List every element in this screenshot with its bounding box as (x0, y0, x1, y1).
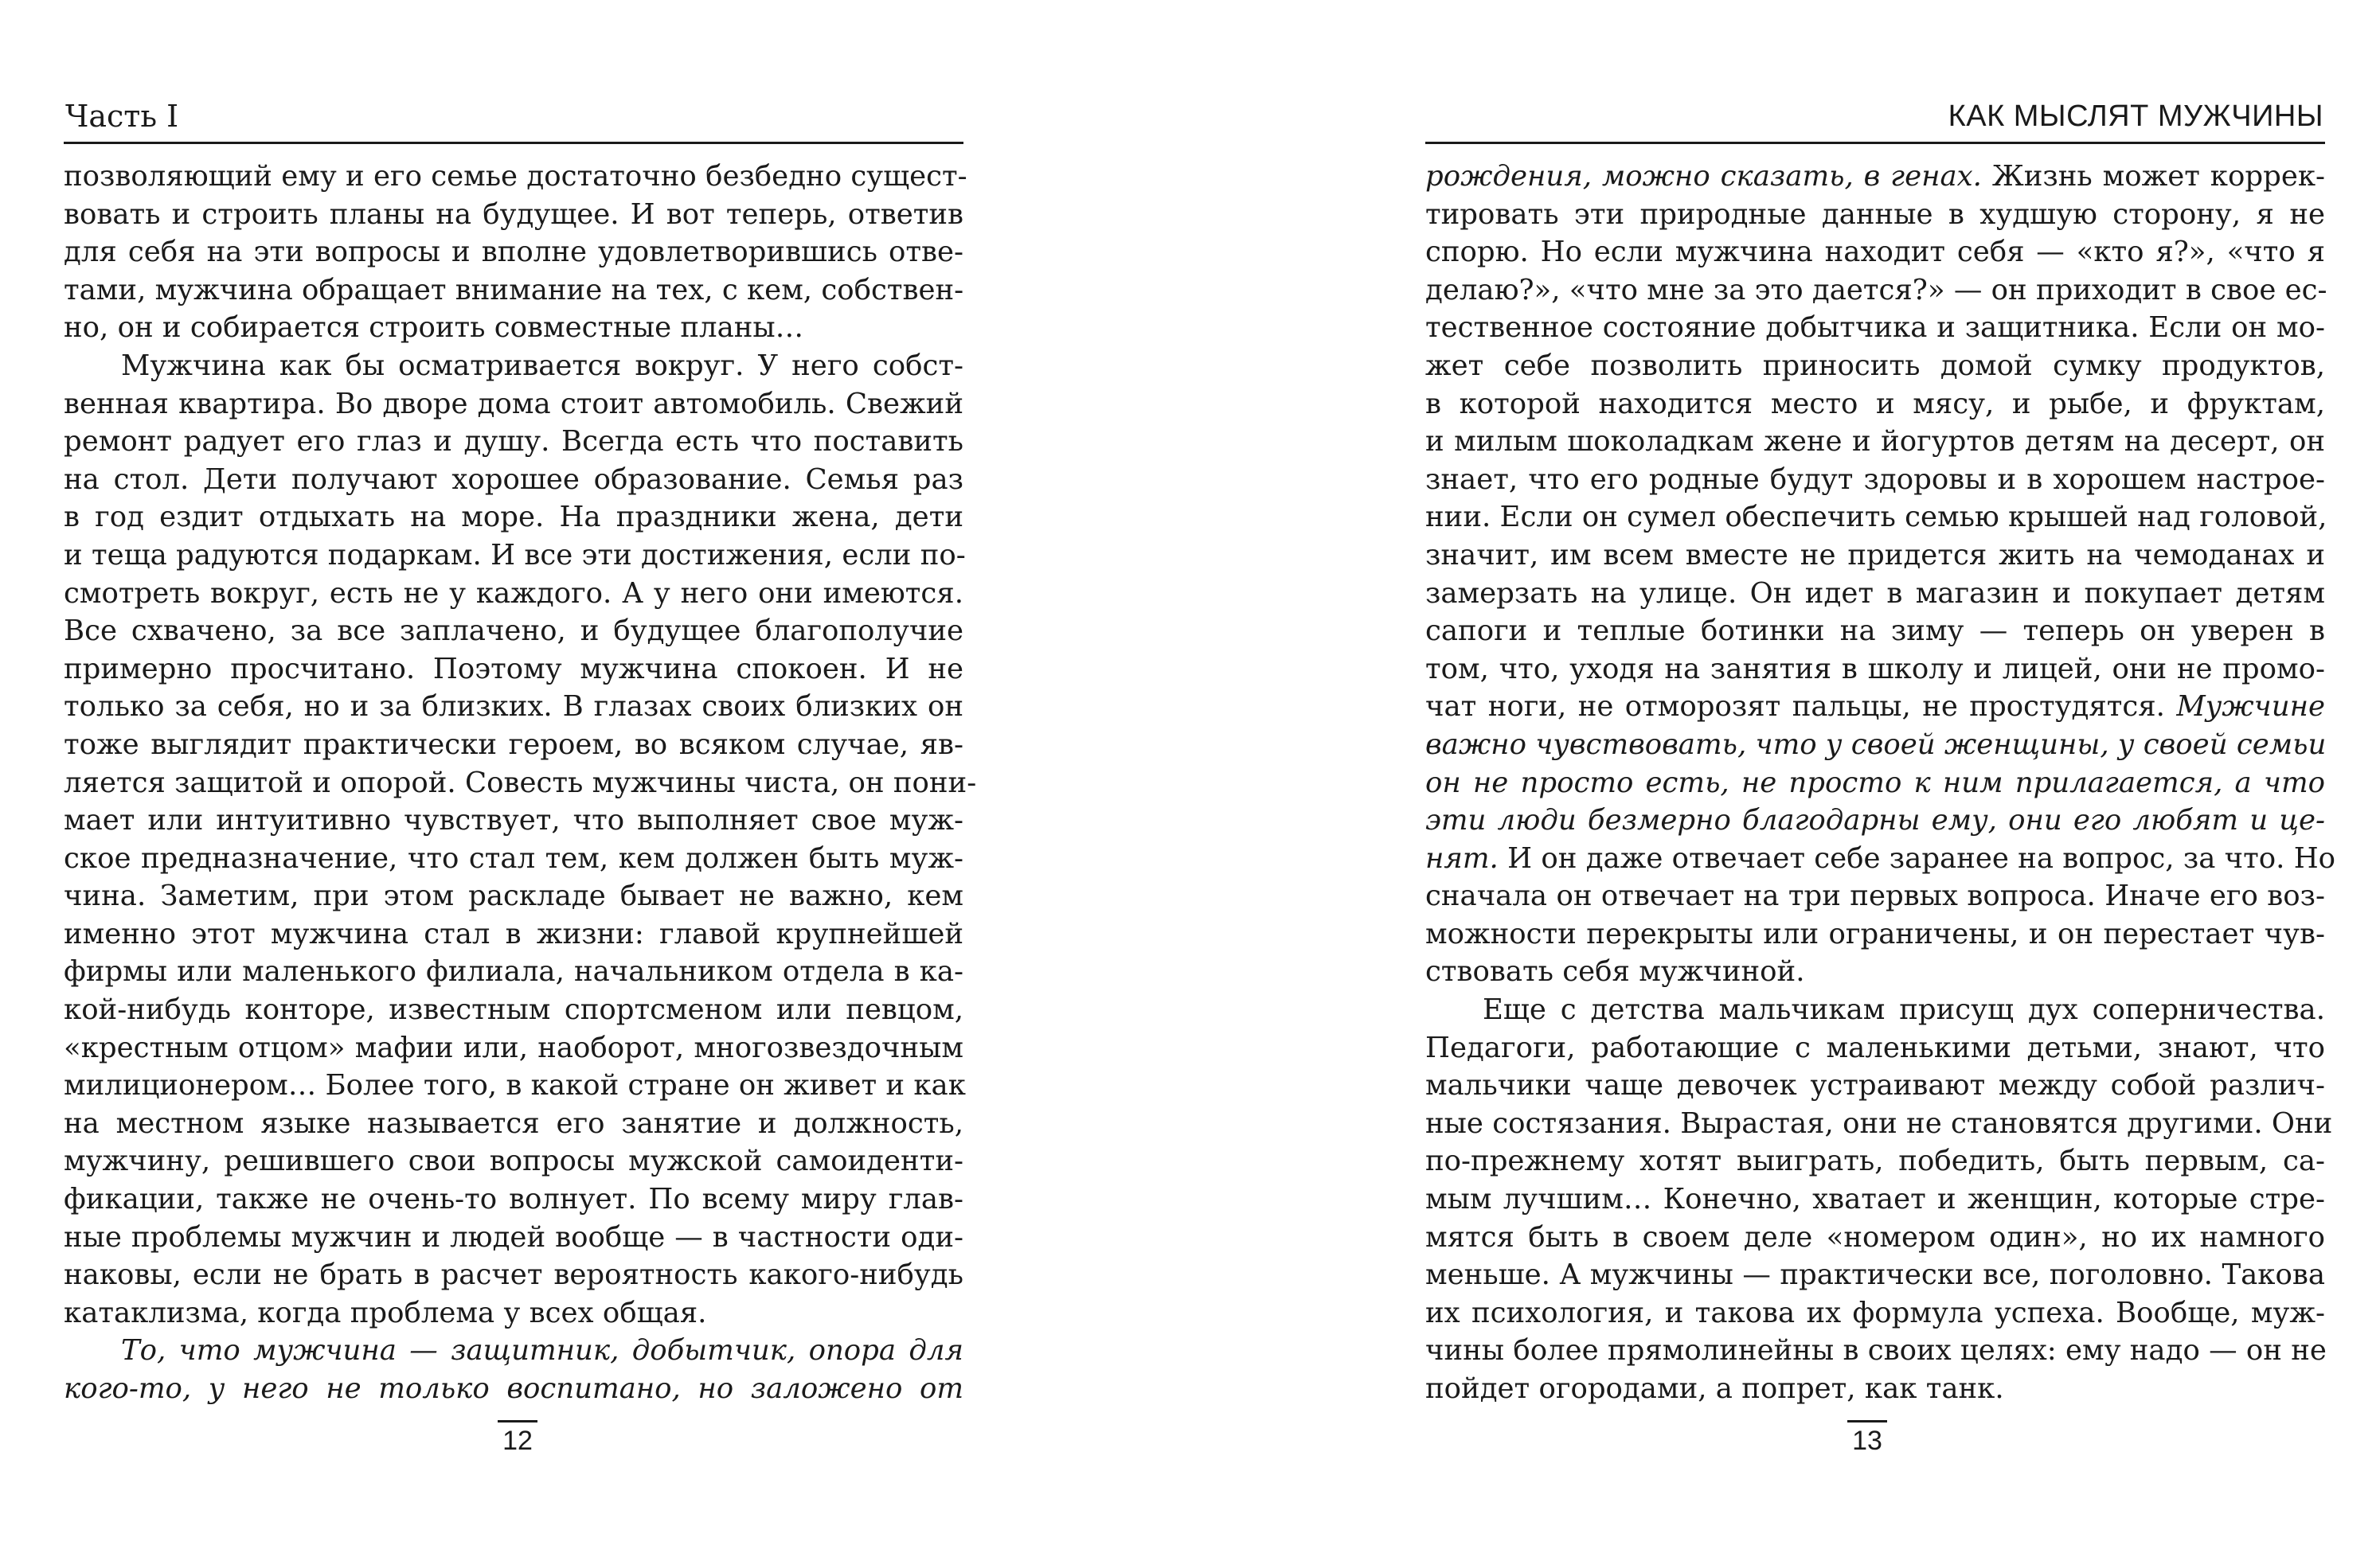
text-line: фикации, также не очень-то волнует. По всему миру глав- (64, 1183, 963, 1216)
left-page (64, 0, 977, 1561)
italic-span: Мужчине (2164, 690, 2325, 724)
text-line: пойдет огородами, а попрет, как танк. (1425, 1372, 2004, 1405)
text-line: мужчину, решившего свои вопросы мужской самоиденти- (64, 1145, 963, 1178)
text-line: в год ездит отдыхать на море. На праздники жена, дети (64, 501, 963, 534)
section-title: Часть I (65, 99, 179, 134)
page-number: 12 (490, 1425, 545, 1457)
text-line: меньше. А мужчины — практически все, поголовно. Такова (1425, 1259, 2325, 1292)
text-line: можности перекрыты или ограничены, и он перестает чув- (1425, 917, 2325, 950)
text-line: мятся быть в своем деле «номером один», но их намного (1425, 1220, 2325, 1254)
running-head-left (64, 94, 963, 144)
italic-text-line: важно чувствовать, что у своей женщины, у своей семьи (1425, 728, 2327, 761)
text-line: только за себя, но и за близких. В глазах своих близких он (64, 690, 963, 724)
text-line: именно этот мужчина стал в жизни: главой крупнейшей (64, 917, 963, 950)
text-line: ные проблемы мужчин и людей вообще — в частности оди- (64, 1220, 963, 1254)
italic-text-line: он не просто есть, не просто к ним прилагается, а что (1425, 766, 2325, 799)
text-line: чины более прямолинейны в своих целях: ему надо — он не (1425, 1334, 2327, 1368)
text-line: чина. Заметим, при этом раскладе бывает не важно, кем (64, 880, 963, 913)
text-line: на стол. Дети получают хорошее образование. Семья раз (64, 462, 963, 496)
text-line: Мужчина как бы осматривается вокруг. У него собст- (121, 349, 963, 382)
text-line: для себя на эти вопросы и вполне удовлетворившись отве- (64, 236, 963, 269)
italic-text-line: эти люди безмерно благодарны ему, они его любят и це- (1425, 804, 2325, 837)
text-line: и милым шоколадкам жене и йогуртов детям на десерт, он (1425, 425, 2325, 459)
text-line: мым лучшим… Конечно, хватает и женщин, которые стре- (1425, 1183, 2325, 1216)
right-page-body (1425, 158, 2336, 1408)
text-line: Педагоги, работающие с маленькими детьми, знают, что (1425, 1031, 2325, 1064)
text-line: мальчики чаще девочек устраивают между собой различ- (1425, 1069, 2325, 1102)
text-line: по-прежнему хотят выиграть, победить, быть первым, са- (1425, 1145, 2325, 1178)
text-line: значит, им всем вместе не придется жить на чемоданах и (1425, 538, 2325, 572)
text-line: позволяющий ему и его семье достаточно безбедно сущест- (64, 160, 967, 193)
text-line: ляется защитой и опорой. Совесть мужчины чиста, он пони- (64, 766, 977, 799)
text-line: замерзать на улице. Он идет в магазин и покупает детям (1425, 576, 2325, 610)
text-line: нии. Если он сумел обеспечить семью крышей над головой, (1425, 501, 2327, 534)
text-line: ремонт радует его глаз и душу. Всегда есть что поставить (64, 425, 963, 459)
text-line: и теща радуются подаркам. И все эти достижения, если по- (64, 538, 966, 572)
text-line: «крестным отцом» мафии или, наоборот, многозвездочным (64, 1031, 963, 1064)
italic-span: нят. (1425, 841, 1499, 875)
page-number: 13 (1839, 1425, 1895, 1457)
left-page-body (64, 158, 977, 1408)
text-line: венная квартира. Во дворе дома стоит автомобиль. Свежий (64, 387, 963, 420)
text-line: делаю?», «что мне за это дается?» — он приходит в свое ес- (1425, 273, 2327, 306)
text-line: тировать эти природные данные в худшую сторону, я не (1425, 197, 2325, 231)
text-line: в которой находится место и мясу, и рыбе, и фруктам, (1425, 387, 2325, 420)
text-line: ные состязания. Вырастая, они не становятся другими. Они (1425, 1106, 2333, 1140)
text-line: сначала он отвечает на три первых вопроса. Иначе его воз- (1425, 880, 2325, 913)
text-line: ствовать себя мужчиной. (1425, 955, 1805, 989)
text-line: их психология, и такова их формула успеха. Вообще, муж- (1425, 1296, 2325, 1329)
text-line: фирмы или маленького филиала, начальником отдела в ка- (64, 955, 963, 989)
text-line: мает или интуитивно чувствует, что выполняет свое муж- (64, 804, 963, 837)
text-line: милиционером… Более того, в какой стране он живет и как (64, 1069, 966, 1102)
text-line (1425, 158, 2325, 196)
italic-text-line: То, что мужчина — защитник, добытчик, опора для (121, 1334, 963, 1368)
text-line: том, что, уходя на занятия в школу и лицей, они не промо- (1425, 652, 2325, 685)
text-line: тами, мужчина обращает внимание на тех, с кем, собствен- (64, 273, 964, 306)
text-line: Еще с детства мальчикам присущ дух соперничества. (1483, 993, 2325, 1027)
text-line: наковы, если не брать в расчет вероятность какого-нибудь (64, 1259, 963, 1292)
text-line: Все схвачено, за все заплачено, и будущее благополучие (64, 615, 963, 648)
right-page (1425, 0, 2336, 1561)
text-line: на местном языке называется его занятие и должность, (64, 1106, 963, 1140)
text-line: но, он и собирается строить совместные планы… (64, 311, 804, 345)
text-line: знает, что его родные будут здоровы и в хорошем настрое- (1425, 462, 2325, 496)
text-line: тественное состояние добытчика и защитника. Если он мо- (1425, 311, 2325, 345)
text-line: вовать и строить планы на будущее. И вот теперь, ответив (64, 197, 963, 231)
book-title: КАК МЫСЛЯТ МУЖЧИНЫ (1948, 100, 2323, 133)
text-line (1425, 688, 2325, 726)
text-span: чат ноги, не отморозят пальцы, не простудятся. (1425, 690, 2165, 724)
text-line: жет себе позволить приносить домой сумку продуктов, (1425, 349, 2325, 382)
text-line: ское предназначение, что стал тем, кем должен быть муж- (64, 841, 963, 875)
text-line: примерно просчитано. Поэтому мужчина спокоен. И не (64, 652, 963, 685)
text-span: Жизнь может коррек- (1981, 160, 2326, 193)
text-line: сапоги и теплые ботинки на зиму — теперь он уверен в (1425, 615, 2325, 648)
text-line: смотреть вокруг, есть не у каждого. А у него они имеются. (64, 576, 963, 610)
text-line: тоже выглядит практически героем, во всяком случае, яв- (64, 728, 963, 761)
text-line (1425, 840, 2336, 878)
text-line: спорю. Но если мужчина находит себя — «кто я?», «что я (1425, 236, 2325, 269)
text-line: кой-нибудь конторе, известным спортсменом или певцом, (64, 993, 963, 1027)
text-span: И он даже отвечает себе заранее на вопрос, за что. Но (1498, 841, 2336, 875)
italic-span: рождения, можно сказать, в генах. (1425, 160, 1982, 193)
running-head-right (1425, 94, 2325, 144)
italic-text-line: кого-то, у него не только воспитано, но заложено от (64, 1372, 963, 1405)
text-line: катаклизма, когда проблема у всех общая. (64, 1296, 707, 1329)
